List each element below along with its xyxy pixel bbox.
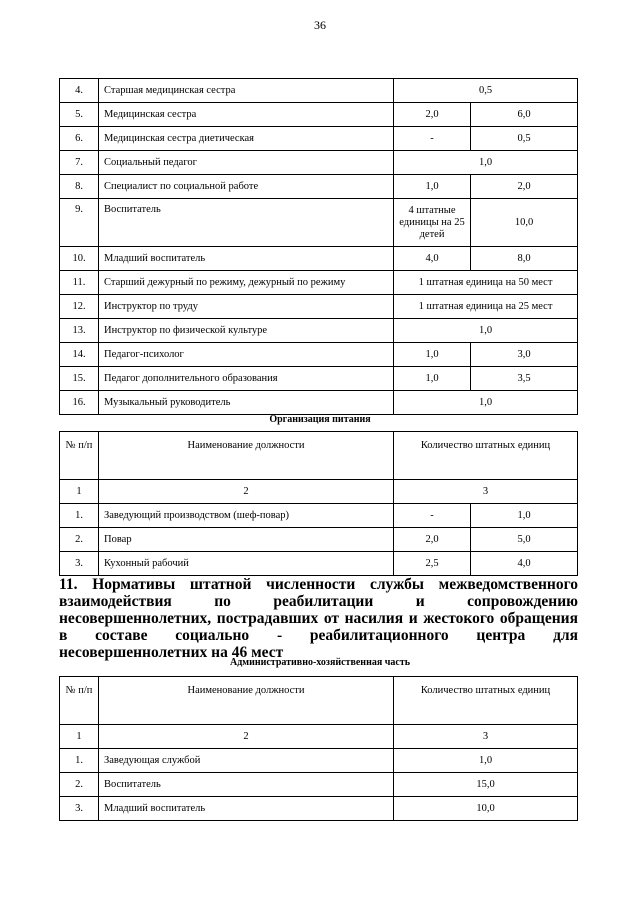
table-header-row: [60, 677, 578, 725]
table-row: [60, 773, 578, 797]
table-row: [60, 127, 578, 151]
row-number: 10.: [60, 247, 99, 271]
position-name: Социальный педагог: [99, 151, 394, 175]
position-name: Инструктор по физической культуре: [99, 319, 394, 343]
row-number: 15.: [60, 367, 99, 391]
staff-count-a: 1,0: [394, 175, 471, 199]
staff-count-b: 5,0: [471, 528, 578, 552]
row-number: 3.: [60, 552, 99, 576]
staff-count: 1 штатная единица на 50 мест: [394, 271, 578, 295]
row-number: 16.: [60, 391, 99, 415]
header-num: № п/п: [60, 677, 99, 725]
header-quantity: Количество штатных единиц: [394, 432, 578, 480]
column-number: 1: [60, 725, 99, 749]
table-row: [60, 151, 578, 175]
row-number: 3.: [60, 797, 99, 821]
table-row: [60, 367, 578, 391]
column-number: 2: [99, 725, 394, 749]
column-number-row: [60, 480, 578, 504]
staff-count: 10,0: [394, 797, 578, 821]
staff-count-a: 2,0: [394, 103, 471, 127]
staff-count-b: 2,0: [471, 175, 578, 199]
staff-count-a: -: [394, 127, 471, 151]
header-position: Наименование должности: [99, 677, 394, 725]
table-row: [60, 199, 578, 247]
row-number: 14.: [60, 343, 99, 367]
row-number: 2.: [60, 528, 99, 552]
staff-table-medical: [59, 78, 578, 415]
position-name: Воспитатель: [99, 199, 394, 247]
staff-count: 0,5: [394, 79, 578, 103]
position-name: Музыкальный руководитель: [99, 391, 394, 415]
section-11-title: 11. Нормативы штатной численности службы межведомственного взаимодействия по реабилитации и сопровождению несовершеннолетних, пострадавших от насилия и жестокого обращения в составе социально - реабилитационного центра для несовершеннолетних на 46 мест: [59, 576, 578, 661]
table-row: [60, 175, 578, 199]
table-row: [60, 391, 578, 415]
table-row: [60, 319, 578, 343]
staff-count-b: 3,5: [471, 367, 578, 391]
row-number: 9.: [60, 199, 99, 247]
position-name: Младший воспитатель: [99, 247, 394, 271]
table-row: [60, 247, 578, 271]
header-num: № п/п: [60, 432, 99, 480]
position-name: Педагог-психолог: [99, 343, 394, 367]
row-number: 13.: [60, 319, 99, 343]
staff-count: 15,0: [394, 773, 578, 797]
staff-count-b: 1,0: [471, 504, 578, 528]
position-name: Специалист по социальной работе: [99, 175, 394, 199]
staff-table-catering: [59, 431, 578, 576]
position-name: Медицинская сестра диетическая: [99, 127, 394, 151]
staff-count: 1,0: [394, 391, 578, 415]
column-number: 2: [99, 480, 394, 504]
column-number: 3: [394, 725, 578, 749]
staff-count: 1,0: [394, 319, 578, 343]
position-name: Медицинская сестра: [99, 103, 394, 127]
position-name: Педагог дополнительного образования: [99, 367, 394, 391]
position-name: Воспитатель: [99, 773, 394, 797]
position-name: Заведующая службой: [99, 749, 394, 773]
staff-count-b: 3,0: [471, 343, 578, 367]
column-number: 3: [394, 480, 578, 504]
row-number: 7.: [60, 151, 99, 175]
staff-count-a: 2,0: [394, 528, 471, 552]
staff-count: 1 штатная единица на 25 мест: [394, 295, 578, 319]
table-row: [60, 103, 578, 127]
column-number: 1: [60, 480, 99, 504]
position-name: Повар: [99, 528, 394, 552]
table-row: [60, 343, 578, 367]
row-number: 8.: [60, 175, 99, 199]
header-quantity: Количество штатных единиц: [394, 677, 578, 725]
staff-count-a: 4 штатные единицы на 25 детей: [394, 199, 471, 247]
table-row: [60, 79, 578, 103]
staff-count-b: 0,5: [471, 127, 578, 151]
staff-table-admin: [59, 676, 578, 821]
staff-count-a: 1,0: [394, 343, 471, 367]
table-row: [60, 295, 578, 319]
row-number: 12.: [60, 295, 99, 319]
staff-count-a: -: [394, 504, 471, 528]
table-row: [60, 749, 578, 773]
staff-count-b: 10,0: [471, 199, 578, 247]
staff-count-b: 6,0: [471, 103, 578, 127]
staff-count-b: 8,0: [471, 247, 578, 271]
position-name: Инструктор по труду: [99, 295, 394, 319]
table-row: [60, 504, 578, 528]
row-number: 2.: [60, 773, 99, 797]
position-name: Младший воспитатель: [99, 797, 394, 821]
section-subheading-catering: Организация питания: [269, 414, 371, 425]
staff-count-b: 4,0: [471, 552, 578, 576]
staff-count: 1,0: [394, 151, 578, 175]
table-row: [60, 528, 578, 552]
table-header-row: [60, 432, 578, 480]
row-number: 5.: [60, 103, 99, 127]
position-name: Заведующий производством (шеф-повар): [99, 504, 394, 528]
position-name: Старший дежурный по режиму, дежурный по режиму: [99, 271, 394, 295]
column-number-row: [60, 725, 578, 749]
table-row: [60, 552, 578, 576]
row-number: 11.: [60, 271, 99, 295]
row-number: 1.: [60, 749, 99, 773]
table-row: [60, 271, 578, 295]
staff-count-a: 2,5: [394, 552, 471, 576]
row-number: 1.: [60, 504, 99, 528]
page-number: 36: [314, 18, 326, 32]
staff-count-a: 4,0: [394, 247, 471, 271]
staff-count-a: 1,0: [394, 367, 471, 391]
section-subheading-admin: Административно-хозяйственная часть: [229, 657, 411, 668]
position-name: Старшая медицинская сестра: [99, 79, 394, 103]
row-number: 6.: [60, 127, 99, 151]
staff-count: 1,0: [394, 749, 578, 773]
position-name: Кухонный рабочий: [99, 552, 394, 576]
table-row: [60, 797, 578, 821]
header-position: Наименование должности: [99, 432, 394, 480]
row-number: 4.: [60, 79, 99, 103]
